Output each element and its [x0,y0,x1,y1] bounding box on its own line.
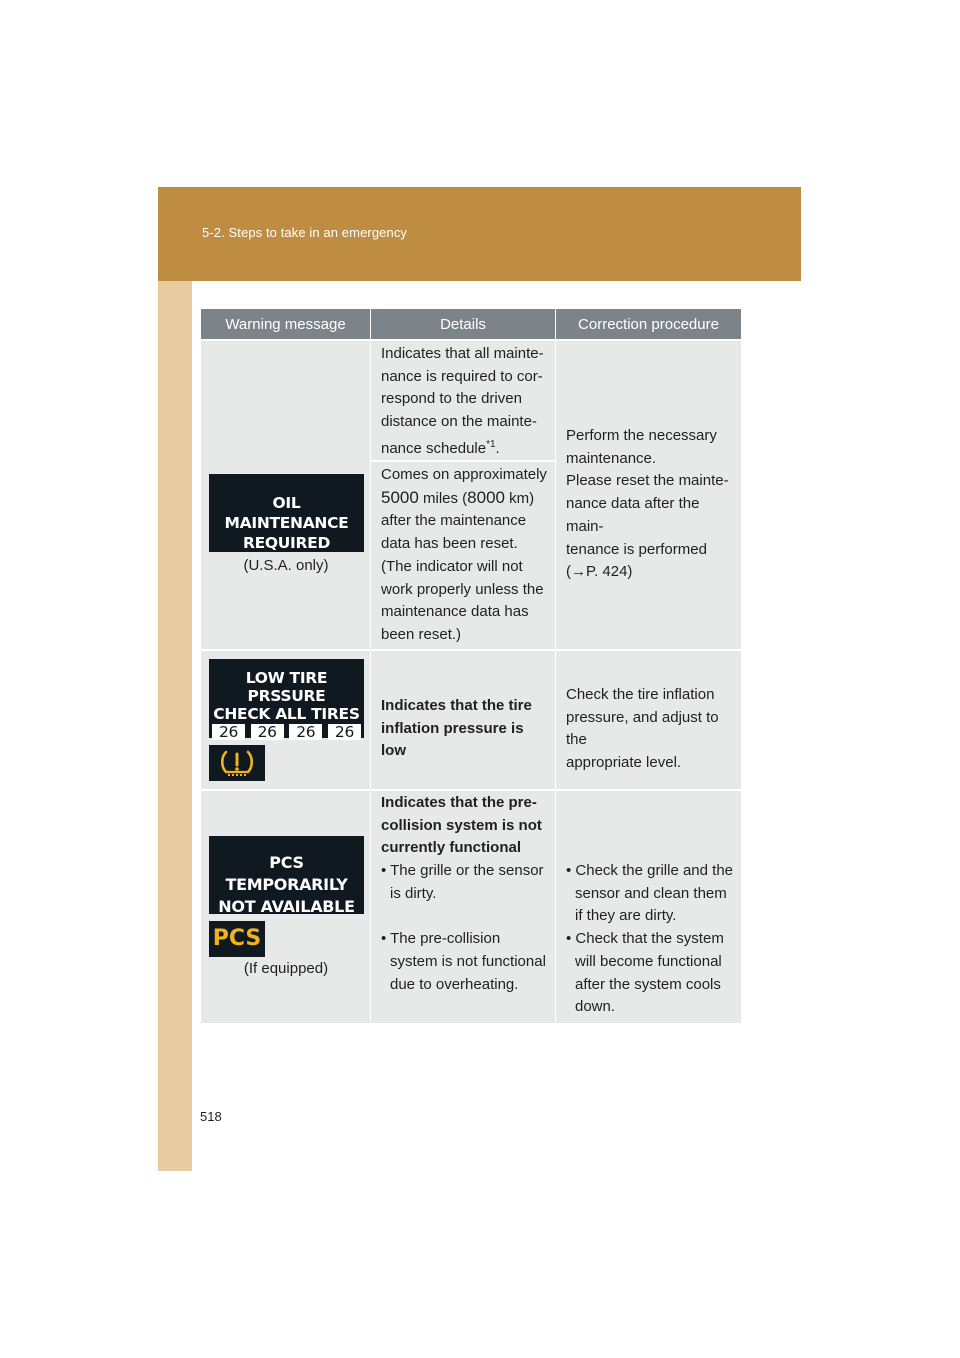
display-line: NOT AVAILABLE [218,897,355,916]
pcs-unavailable-display [209,836,364,914]
warning-cell [201,341,371,649]
bullet: • Check that the system will become functional after the system cools down. [566,930,724,1016]
tire-pressure-warning-icon [209,745,265,781]
sub-divider [371,460,555,462]
bullet: • The pre-collision system is not functional due to overheating. [381,930,546,993]
caption: (U.S.A. only) [243,557,329,574]
warning-cell [201,791,371,1023]
oil-maintenance-display [209,474,364,552]
correction-cell [556,651,741,789]
low-tire-pressure-display [209,659,364,741]
details-cell [371,791,556,1023]
table-row [201,789,741,1023]
footnote-mark: *1 [486,438,496,450]
details-cell [371,341,556,649]
table-row [201,649,741,789]
caption: (If equipped) [243,960,329,977]
correction-text [566,860,735,1019]
correction-text: Check the tire inflation pressure, and adjust to the appropriate level. [566,686,719,772]
tire-value: 26 [212,724,245,740]
display-line: PCS TEMPORARILY [225,853,348,894]
correction-cell [556,341,741,649]
details-text: Indicates that the pre- collision system is not currently functional • The grille or the sensor is dirty. • The pre-collision system is not functional due to overheating. [381,792,549,996]
side-strip [158,281,192,1171]
bullet: • The grille or the sensor is dirty. [381,862,544,902]
pcs-warning-icon: PCS [209,921,265,957]
warning-table [201,309,741,1023]
section-title: 5-2. Steps to take in an emergency [202,225,408,240]
tire-value: 26 [251,724,284,740]
header-bar [158,187,801,281]
page-reference: (→P. 424) [566,563,633,581]
table-header [201,309,741,339]
correction-cell [556,791,741,1023]
display-line: LOW TIRE PRSSURE [245,669,328,705]
correction-text: Perform the necessary maintenance. Please reset the mainte- nance data after the main- tenance is performed (→P. 424) [566,425,735,584]
column-header-correction: Correction procedure [578,315,719,333]
page-number: 518 [200,1109,222,1124]
details-cell [371,651,556,789]
table-row [201,339,741,649]
tire-value: 26 [289,724,322,740]
display-line: CHECK ALL TIRES [213,705,360,723]
column-header-details: Details [371,309,556,339]
tire-values [209,723,364,740]
display-line: REQUIRED [242,534,331,552]
display-line: OIL MAINTENANCE [224,494,349,532]
details-text-b: Comes on approximately 5000 miles (8000 km) after the maintenance data has been reset. (The indicator will not work properly unless the maintenance data has been reset.) [381,466,547,643]
tire-value: 26 [328,724,361,740]
bullet: • Check the grille and the sensor and clean them if they are dirty. [566,862,734,925]
details-text: Indicates that the tire inflation pressure is low [381,697,532,760]
details-text-a: Indicates that all mainte- nance is required to cor- respond to the driven distance on the mainte- nance schedule$^{*1}$. [381,345,544,457]
column-header-warning: Warning message [201,309,371,339]
warning-cell [201,651,371,789]
